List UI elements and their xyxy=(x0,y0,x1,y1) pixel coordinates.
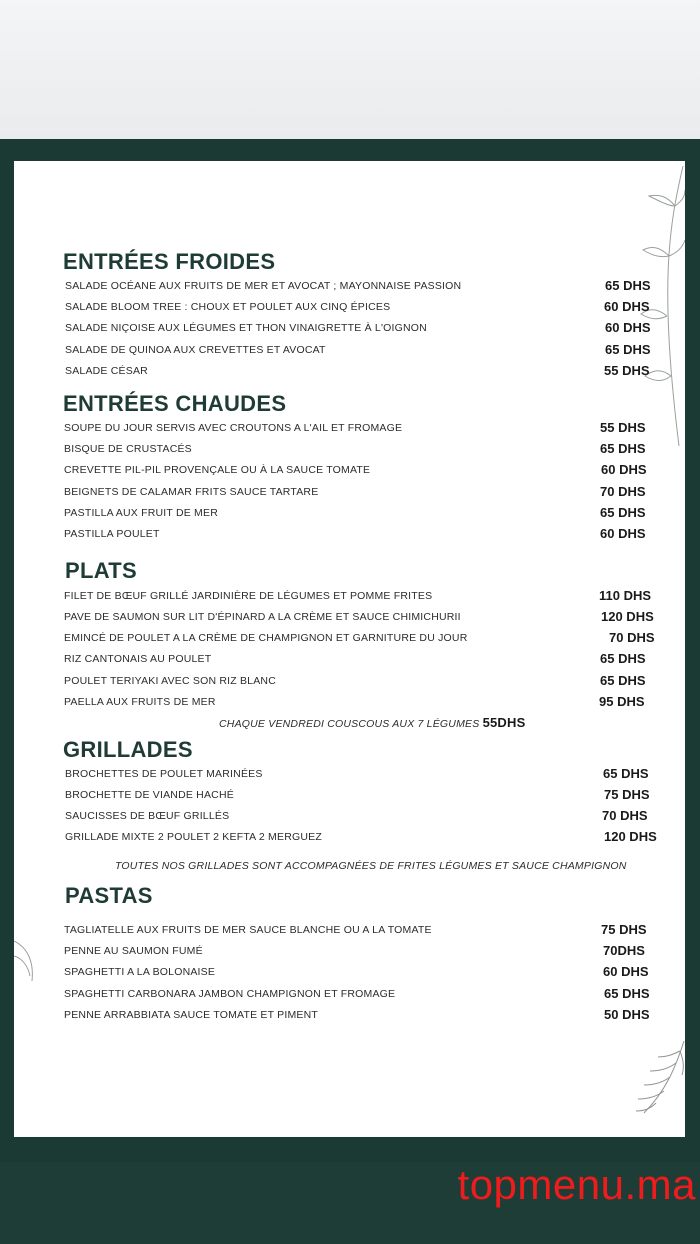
menu-item-price: 60 DHS xyxy=(604,299,650,314)
menu-item-name: SAUCISSES DE BŒUF GRILLÉS xyxy=(65,810,230,822)
leaf-sprig-icon xyxy=(636,1041,685,1121)
leaf-sprig-icon xyxy=(14,936,36,986)
menu-item-name: BEIGNETS DE CALAMAR FRITS SAUCE TARTARE xyxy=(64,486,319,498)
menu-item-price: 65 DHS xyxy=(600,651,646,666)
note-price: 55DHS xyxy=(482,715,526,730)
menu-item-price: 55 DHS xyxy=(600,420,646,435)
couscous-note xyxy=(219,715,525,730)
section-title-grillades: GRILLADES xyxy=(63,737,193,762)
menu-item-price: 60 DHS xyxy=(601,462,647,477)
menu-item-name: PAELLA AUX FRUITS DE MER xyxy=(64,696,216,708)
menu-item-name: SALADE DE QUINOA AUX CREVETTES ET AVOCAT xyxy=(65,344,326,356)
section-title-entrees-chaudes: ENTRÉES CHAUDES xyxy=(63,391,287,416)
menu-item-name: SPAGHETTI CARBONARA JAMBON CHAMPIGNON ET FROMAGE xyxy=(64,988,396,1000)
menu-item-price: 65 DHS xyxy=(600,441,646,456)
watermark: topmenu.ma xyxy=(457,1161,696,1208)
menu-item-name: PASTILLA AUX FRUIT DE MER xyxy=(64,507,218,519)
menu-item-name: POULET TERIYAKI AVEC SON RIZ BLANC xyxy=(64,675,276,687)
grillades-note: TOUTES NOS GRILLADES SONT ACCOMPAGNÉES DE FRITES LÉGUMES ET SAUCE CHAMPIGNON xyxy=(115,860,627,872)
menu-item-name: SALADE NIÇOISE AUX LÉGUMES ET THON VINAIGRETTE À L'OIGNON xyxy=(65,322,427,334)
menu-item-price: 65 DHS xyxy=(604,986,650,1001)
menu-item-price: 65 DHS xyxy=(605,342,651,357)
menu-item-name: PENNE ARRABBIATA SAUCE TOMATE ET PIMENT xyxy=(64,1009,319,1021)
menu-item-name: BROCHETTE DE VIANDE HACHÉ xyxy=(65,789,234,801)
menu-item-name: PASTILLA POULET xyxy=(64,528,160,540)
menu-item-name: SALADE OCÉANE AUX FRUITS DE MER ET AVOCAT ; MAYONNAISE PASSION xyxy=(65,280,462,292)
menu-item-name: TAGLIATELLE AUX FRUITS DE MER SAUCE BLANCHE OU A LA TOMATE xyxy=(64,924,432,936)
menu-item-name: SALADE CÉSAR xyxy=(65,365,148,377)
top-band xyxy=(0,0,700,139)
menu-item-price: 65 DHS xyxy=(605,278,651,293)
menu-item-price: 75 DHS xyxy=(601,922,647,937)
section-title-pastas: PASTAS xyxy=(65,883,153,908)
menu-item-name: BROCHETTES DE POULET MARINÉES xyxy=(65,768,263,780)
menu-item-price: 60 DHS xyxy=(605,320,651,335)
menu-item-price: 65 DHS xyxy=(603,766,649,781)
menu-item-name: FILET DE BŒUF GRILLÉ JARDINIÈRE DE LÉGUMES ET POMME FRITES xyxy=(64,590,433,602)
menu-item-name: SPAGHETTI A LA BOLONAISE xyxy=(64,966,216,978)
menu-item-name: BISQUE DE CRUSTACÉS xyxy=(64,443,192,455)
section-title-plats: PLATS xyxy=(65,558,137,583)
menu-item-price: 110 DHS xyxy=(599,588,652,603)
menu-item-price: 75 DHS xyxy=(604,787,650,802)
menu-item-name: SOUPE DU JOUR SERVIS AVEC CROUTONS A L'AIL ET FROMAGE xyxy=(64,422,403,434)
menu-item-price: 70 DHS xyxy=(609,630,655,645)
menu-item-price: 60 DHS xyxy=(603,964,649,979)
menu-item-price: 70 DHS xyxy=(602,808,648,823)
menu-item-price: 70DHS xyxy=(603,943,645,958)
menu-item-name: RIZ CANTONAIS AU POULET xyxy=(64,653,212,665)
menu-item-price: 50 DHS xyxy=(604,1007,650,1022)
menu-item-price: 120 DHS xyxy=(604,829,657,844)
note-text: CHAQUE VENDREDI COUSCOUS AUX 7 LÉGUMES xyxy=(219,718,480,730)
menu-item-name: PENNE AU SAUMON FUMÉ xyxy=(64,945,203,957)
menu-item-name: EMINCÉ DE POULET A LA CRÈME DE CHAMPIGNON ET GARNITURE DU JOUR xyxy=(64,632,468,644)
menu-item-price: 65 DHS xyxy=(600,673,646,688)
menu-item-price: 95 DHS xyxy=(599,694,645,709)
menu-item-price: 55 DHS xyxy=(604,363,650,378)
menu-item-name: CREVETTE PIL-PIL PROVENÇALE OU À LA SAUCE TOMATE xyxy=(64,464,371,476)
menu-item-name: PAVE DE SAUMON SUR LIT D'ÉPINARD A LA CRÈME ET SAUCE CHIMICHURII xyxy=(64,611,461,623)
menu-item-name: SALADE BLOOM TREE : CHOUX ET POULET AUX CINQ ÉPICES xyxy=(65,301,391,313)
menu-item-price: 120 DHS xyxy=(601,609,654,624)
menu-item-price: 65 DHS xyxy=(600,505,646,520)
section-title-entrees-froides: ENTRÉES FROIDES xyxy=(63,249,276,274)
menu-item-name: GRILLADE MIXTE 2 POULET 2 KEFTA 2 MERGUEZ xyxy=(65,831,322,843)
menu-item-price: 70 DHS xyxy=(600,484,646,499)
menu-item-price: 60 DHS xyxy=(600,526,646,541)
menu-card xyxy=(14,161,685,1137)
